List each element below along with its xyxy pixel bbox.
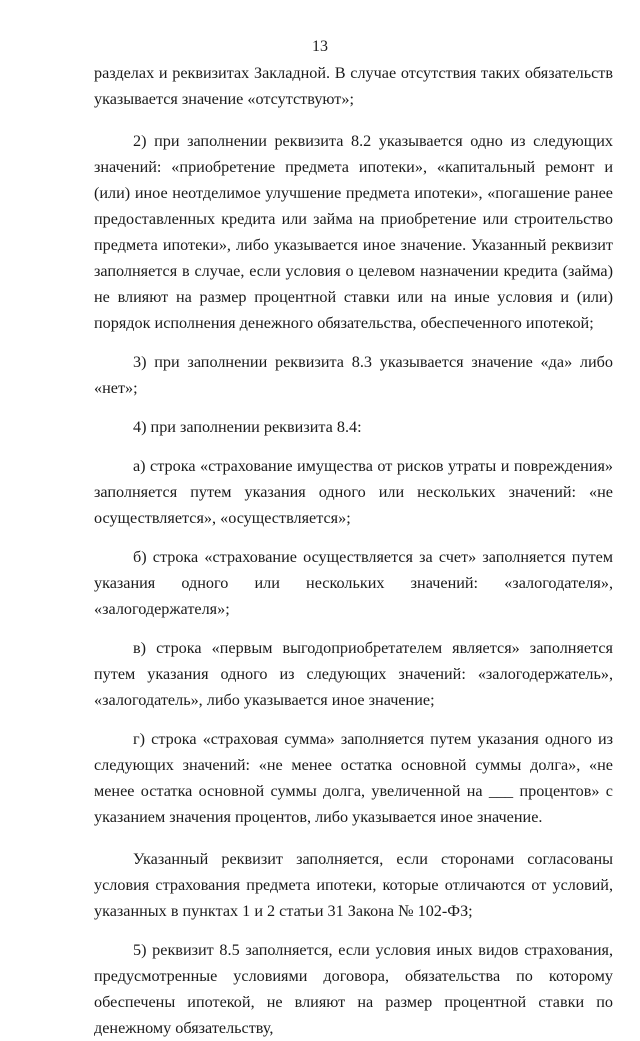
- paragraph-subitem-b: б) строка «страхование осуществляется за счет» заполняется путем указания одного или нескольких значений: «залогодателя», «залогодержателя»;: [94, 548, 613, 618]
- paragraph-continuation: разделах и реквизитах Закладной. В случае отсутствия таких обязательств указывается значение «отсутствуют»;: [94, 64, 613, 108]
- paragraph-subitem-v: в) строка «первым выгодоприобретателем является» заполняется путем указания одного из следующих значений: «залогодержатель», «залогодатель», либо указывается иное значение;: [94, 639, 613, 709]
- paragraph-subitem-a: а) строка «страхование имущества от рисков утраты и повреждения» заполняется путем указания одного или нескольких значений: «не осуществляется», «осуществляется»;: [94, 457, 613, 527]
- paragraph-subitem-g: г) строка «страховая сумма» заполняется путем указания одного из следующих значений: «не менее остатка основной суммы долга», «не менее остатка основной суммы долга, увеличенной на ___ процентов» с указанием значения процентов, либо указывается иное значение.: [94, 730, 613, 826]
- paragraph-item-3: 3) при заполнении реквизита 8.3 указывается значение «да» либо «нет»;: [94, 353, 613, 397]
- document-body: [94, 60, 613, 1041]
- paragraph-item-4: 4) при заполнении реквизита 8.4:: [133, 418, 362, 436]
- paragraph-item-2: 2) при заполнении реквизита 8.2 указывается одно из следующих значений: «приобретение предмета ипотеки», «капитальный ремонт и (или) иное неотделимое улучшение предмета ипотеки», «погашение ранее предоставленных кредита или займа на приобретение или строительство предмета ипотеки», либо указывается иное значение. Указанный реквизит заполняется в случае, если условия о целевом назначении кредита (займа) не влияют на размер процентной ставки или на иные условия и (или) порядок исполнения денежного обязательства, обеспеченного ипотекой;: [94, 132, 613, 332]
- page-number: 13: [312, 38, 328, 55]
- paragraph-note: Указанный реквизит заполняется, если сторонами согласованы условия страхования предмета ипотеки, которые отличаются от условий, указанных в пунктах 1 и 2 статьи 31 Закона № 102-ФЗ;: [94, 850, 613, 920]
- paragraph-item-5: 5) реквизит 8.5 заполняется, если условия иных видов страхования, предусмотренные условиями договора, обязательства по которому обеспечены ипотекой, не влияют на размер процентной ставки по денежному обязательству,: [94, 941, 613, 1037]
